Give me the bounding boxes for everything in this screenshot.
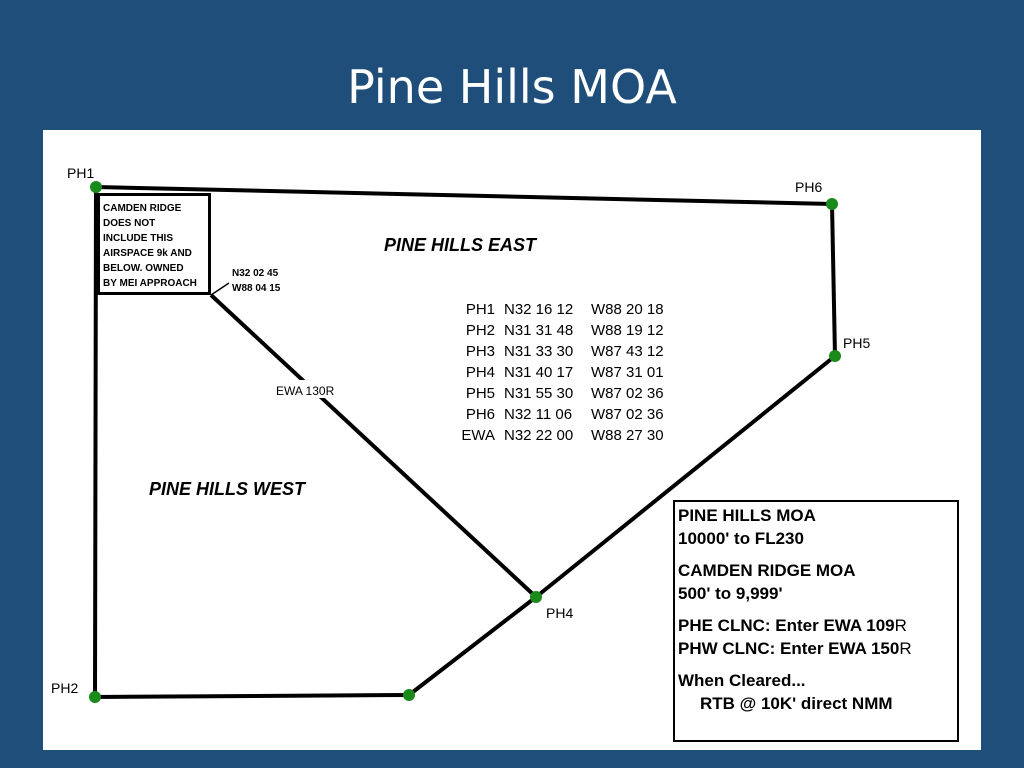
label-ph4: PH4 [546, 605, 574, 621]
legend-camden-name: CAMDEN RIDGE MOA [678, 561, 856, 580]
slide-title: Pine Hills MOA [347, 60, 677, 114]
phw-clnc-text: PHW CLNC: Enter EWA 150 [678, 639, 900, 658]
coord-lon: W88 20 18 [591, 301, 664, 318]
point-ph3 [403, 689, 415, 701]
coord-lat: N31 33 30 [504, 343, 574, 360]
coordinate-table [461, 301, 663, 444]
coord-lon: W87 02 36 [591, 406, 664, 423]
coord-lat: N32 11 06 [504, 406, 573, 423]
coord-lat: N31 31 48 [504, 322, 574, 339]
note-line: BELOW. OWNED [103, 263, 184, 274]
legend-camden-alt: 500' to 9,999' [678, 584, 783, 603]
label-ph1: PH1 [67, 165, 95, 181]
phe-clnc-text: PHE CLNC: Enter EWA 109 [678, 616, 895, 635]
region-label-east: PINE HILLS EAST [384, 235, 537, 255]
coord-name: EWA [461, 427, 495, 444]
coord-lat: N32 22 00 [504, 427, 574, 444]
boundary-ph4-ph3 [409, 597, 536, 695]
note-line: AIRSPACE 9k AND [103, 248, 192, 259]
coord-name: PH2 [465, 322, 495, 339]
legend-rtb: RTB @ 10K' direct NMM [700, 694, 893, 713]
coord-name: PH6 [465, 406, 495, 423]
coord-lat: N31 40 17 [504, 364, 574, 381]
point-ph5 [829, 350, 841, 362]
note-line: INCLUDE THIS [103, 233, 173, 244]
coord-name: PH1 [465, 301, 495, 318]
point-ph1 [90, 181, 102, 193]
boundary-ph2-ph1 [95, 187, 96, 697]
radial-divider-line [211, 295, 536, 597]
radial-label: EWA 130R [276, 384, 335, 398]
label-ph6: PH6 [795, 179, 823, 195]
boundary-ph6-ph5 [832, 204, 835, 356]
boundary-ph3-ph2 [95, 695, 409, 697]
coord-pointer-line [211, 283, 229, 295]
region-label-west: PINE HILLS WEST [149, 479, 306, 499]
corner-coord-lon: W88 04 15 [232, 283, 281, 294]
legend-clnc-group [678, 614, 954, 660]
point-ph6 [826, 198, 838, 210]
camden-ridge-note [97, 193, 211, 295]
coord-lat: N31 55 30 [504, 385, 574, 402]
coord-lat: N32 16 12 [504, 301, 574, 318]
note-line: CAMDEN RIDGE [103, 203, 182, 214]
coord-lon: W87 31 01 [591, 364, 664, 381]
legend-moa-group [678, 504, 954, 550]
legend-when-cleared: When Cleared... [678, 671, 806, 690]
phe-clnc-suffix: R [894, 616, 907, 635]
note-line: DOES NOT [103, 218, 156, 229]
label-ph2: PH2 [51, 680, 79, 696]
coord-name: PH4 [465, 364, 495, 381]
coord-lon: W88 19 12 [591, 322, 664, 339]
point-ph2 [89, 691, 101, 703]
legend-moa-alt: 10000' to FL230 [678, 529, 804, 548]
coord-name: PH5 [465, 385, 495, 402]
legend-camden-group [678, 559, 954, 605]
corner-coord-lat: N32 02 45 [232, 268, 279, 279]
coord-lon: W87 43 12 [591, 343, 664, 360]
airspace-map [43, 130, 981, 750]
coord-lon: W88 27 30 [591, 427, 664, 444]
legend-box [673, 500, 959, 742]
legend-moa-name: PINE HILLS MOA [678, 506, 816, 525]
note-line: BY MEI APPROACH [103, 278, 197, 289]
legend-rtb-group [678, 669, 954, 715]
coord-name: PH3 [465, 343, 495, 360]
legend-phe-clnc [678, 614, 954, 637]
coord-lon: W87 02 36 [591, 385, 664, 402]
legend-phw-clnc [678, 637, 954, 660]
point-ph4 [530, 591, 542, 603]
label-ph5: PH5 [843, 335, 871, 351]
phw-clnc-suffix: R [899, 639, 912, 658]
